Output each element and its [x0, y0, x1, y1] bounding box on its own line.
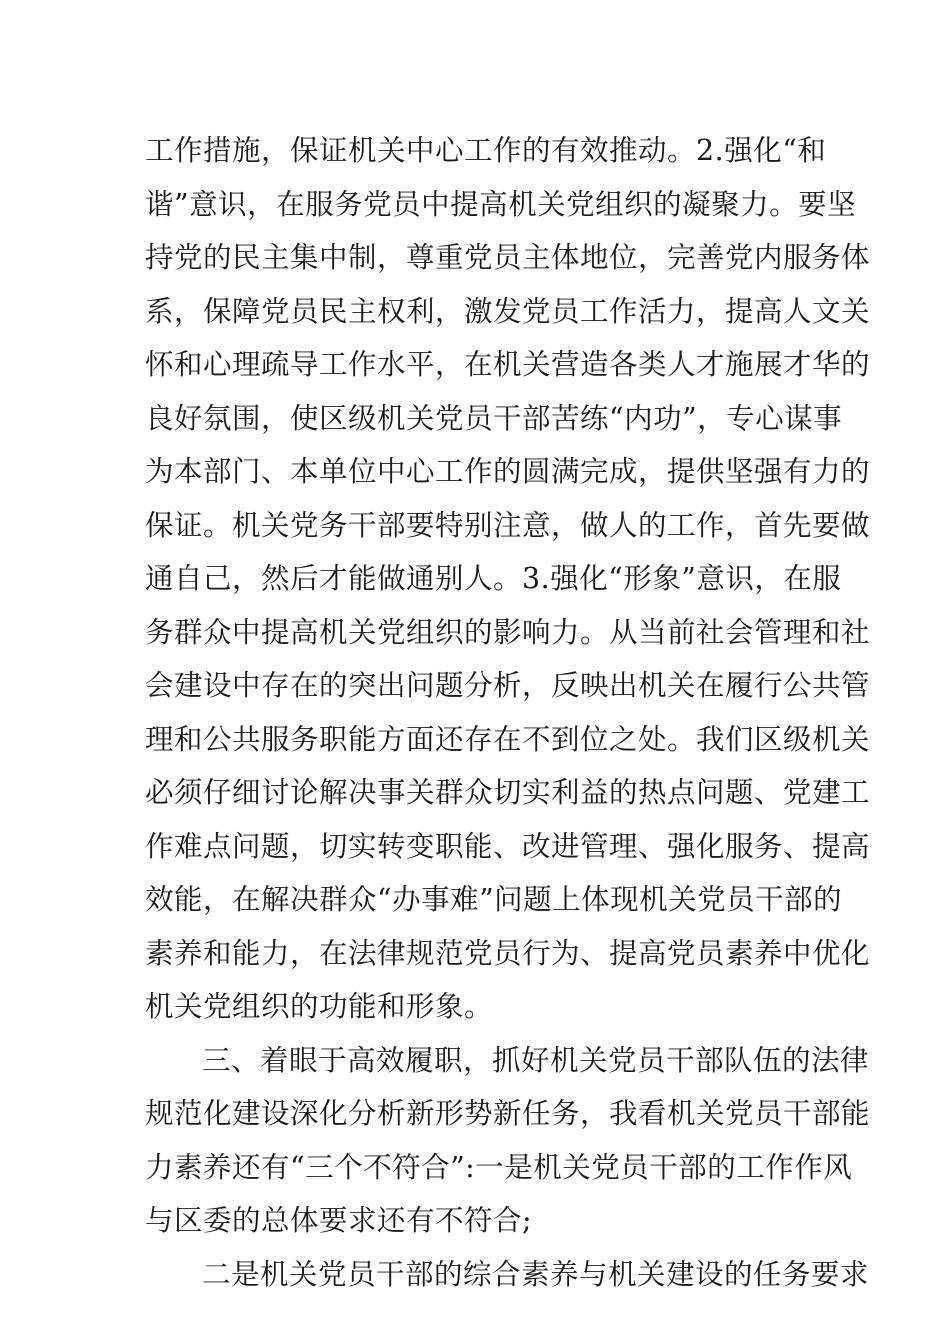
text-line: 持党的民主集中制，尊重党员主体地位，完善党内服务体	[145, 241, 871, 274]
text-line: 效能，在解决群众“办事难”问题上体现机关党员干部的	[145, 883, 843, 916]
section-heading-line: 三、着眼于高效履职，抓好机关党员干部队伍的法律	[202, 1043, 870, 1077]
body-text	[145, 124, 871, 1301]
text-line: 良好氛围，使区级机关党员干部苦练“内功”，专心谋事	[145, 401, 843, 435]
text-line: 务群众中提高机关党组织的影响力。从当前社会管理和社	[145, 615, 871, 649]
paragraph-start-line: 二是机关党员干部的综合素养与机关建设的任务要求	[202, 1257, 870, 1291]
text-line: 保证。机关党务干部要特别注意，做人的工作，首先要做	[145, 508, 871, 542]
text-line: 谐”意识，在服务党员中提高机关党组织的凝聚力。要坚	[145, 187, 857, 221]
text-line: 怀和心理疏导工作水平，在机关营造各类人才施展才华的	[145, 348, 871, 381]
text-line: 机关党组织的功能和形象。	[145, 990, 494, 1023]
text-line: 通自己，然后才能做通别人。3.强化“形象”意识，在服	[145, 562, 842, 595]
text-line: 理和公共服务职能方面还存在不到位之处。我们区级机关	[145, 722, 871, 756]
text-line: 素养和能力，在法律规范党员行为、提高党员素养中优化	[145, 936, 871, 970]
text-line: 规范化建设深化分析新形势新任务，我看机关党员干部能	[145, 1097, 871, 1130]
text-line: 工作措施，保证机关中心工作的有效推动。2.强化“和	[145, 134, 827, 167]
text-line: 会建设中存在的突出问题分析，反映出机关在履行公共管	[145, 669, 871, 702]
text-line: 必须仔细讨论解决事关群众切实利益的热点问题、党建工	[145, 776, 871, 809]
text-line: 与区委的总体要求还有不符合;	[145, 1204, 533, 1237]
text-line: 系，保障党员民主权利，激发党员工作活力，提高人文关	[145, 294, 871, 328]
text-line: 力素养还有“三个不符合”:一是机关党员干部的工作作风	[145, 1150, 853, 1184]
text-line: 作难点问题，切实转变职能、改进管理、强化服务、提高	[145, 829, 871, 863]
text-line: 为本部门、本单位中心工作的圆满完成，提供坚强有力的	[145, 455, 871, 488]
